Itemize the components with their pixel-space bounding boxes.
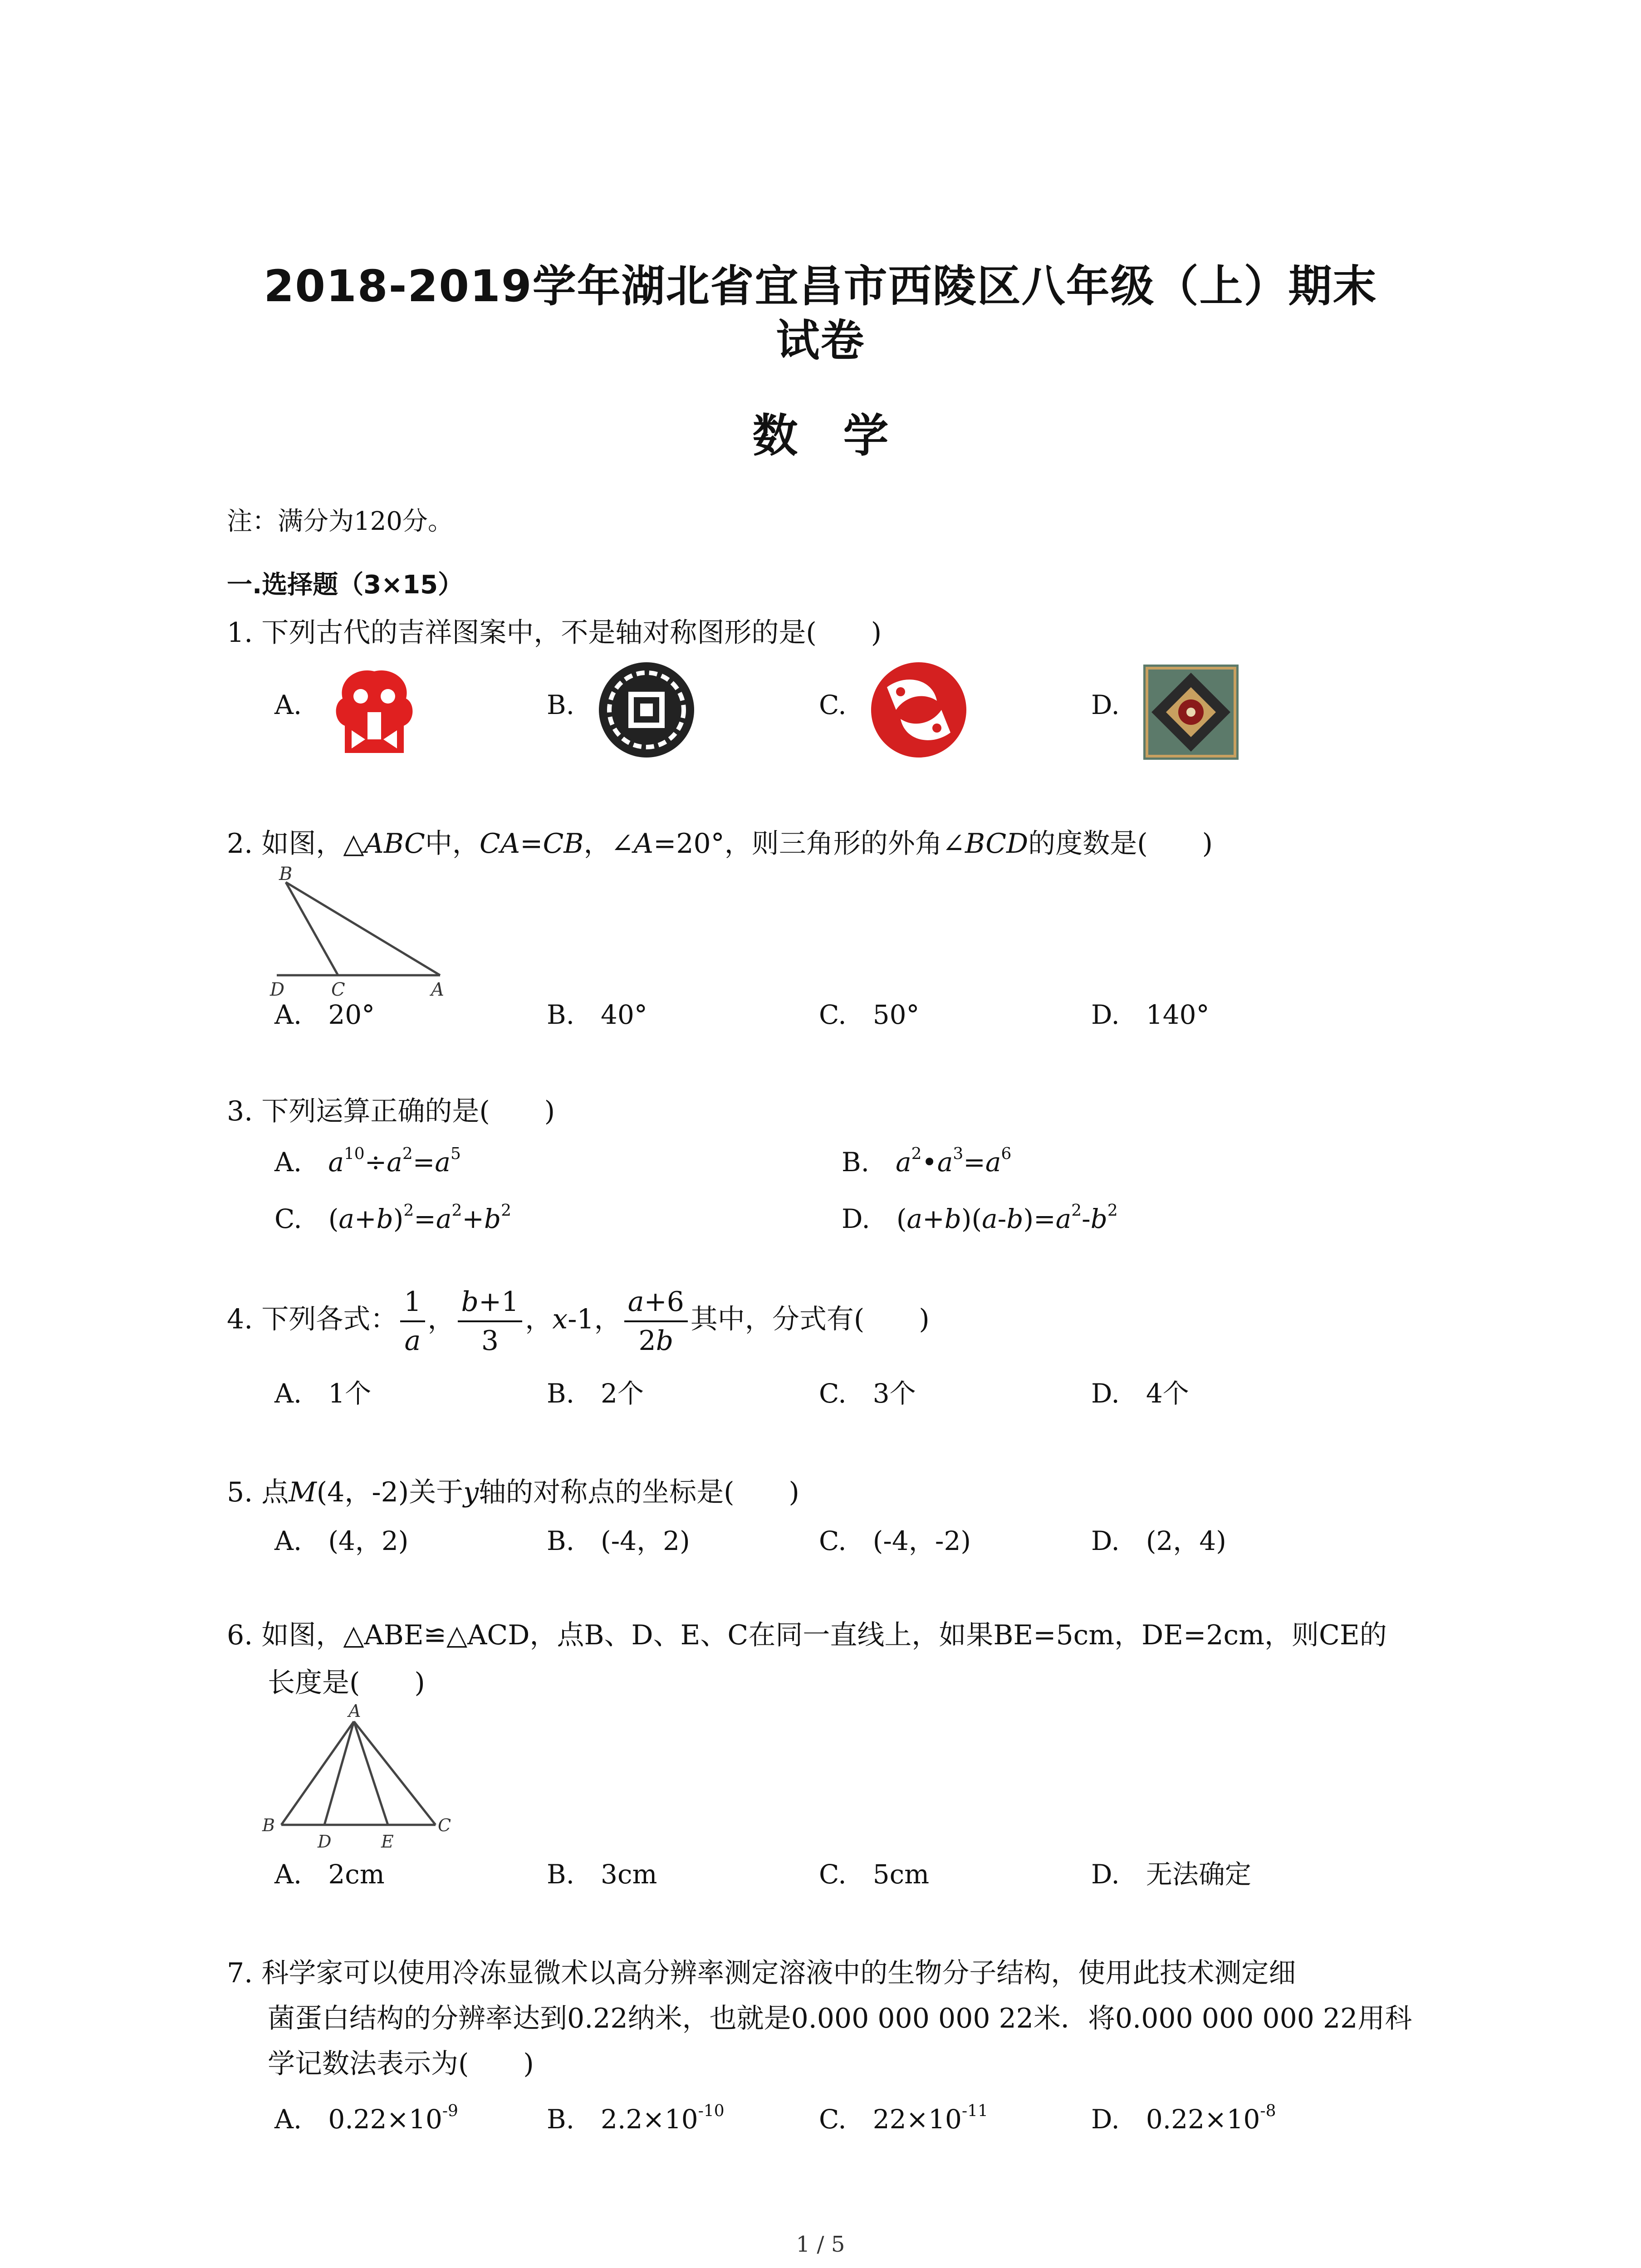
fraction-1: $\frac{1}{a}$	[400, 1286, 425, 1357]
q3-option-a: A. $a^{10}\div a^2=a^5$	[274, 1144, 461, 1178]
q1-option-b-image	[597, 660, 696, 760]
question-2-stem: 2. 如图，△ABC中，CA=CB，∠A=20°，则三角形的外角∠BCD的度数是( )	[227, 828, 1213, 860]
q6-option-c: C. 5cm	[819, 1859, 930, 1890]
label-c: C	[438, 1815, 451, 1835]
q4-option-c: C. 3个	[819, 1378, 916, 1409]
question-7-line3: 学记数法表示为( )	[268, 2048, 534, 2080]
q5-option-b: B. (-4，2)	[547, 1525, 690, 1556]
q3-option-b: B. $a^2•a^3=a^6$	[842, 1144, 1012, 1178]
q6-option-a: A. 2cm	[274, 1859, 385, 1890]
page-title-line1: 2018-2019学年湖北省宜昌市西陵区八年级（上）期末	[264, 261, 1377, 312]
q6-option-b: B. 3cm	[547, 1859, 657, 1890]
q4-option-b: B. 2个	[547, 1378, 644, 1409]
q6-triangle-figure	[259, 1703, 458, 1853]
q3-option-c: C. $(a+b)^2=a^2+b^2$	[274, 1201, 511, 1234]
q1-option-a-image	[324, 662, 424, 762]
q3-option-d: D. $(a+b)(a-b)=a^2-b^2$	[842, 1201, 1118, 1234]
question-3-stem: 3. 下列运算正确的是( )	[227, 1095, 555, 1127]
subject-heading: 数学	[752, 409, 934, 462]
section-heading: 一.选择题（3×15）	[227, 570, 464, 600]
q7-option-c: C. $22\times 10^{-11}$	[819, 2102, 988, 2135]
q2-option-a: A. 20°	[274, 999, 375, 1030]
q2-option-c: C. 50°	[819, 999, 920, 1030]
label-a: A	[348, 1703, 361, 1721]
q7-option-d: D. $0.22\times 10^{-8}$	[1091, 2102, 1276, 2135]
question-7-line1: 7. 科学家可以使用冷冻显微术以高分辨率测定溶液中的生物分子结构，使用此技术测定细	[227, 1957, 1296, 1989]
label-d: D	[318, 1832, 332, 1852]
label-c: C	[331, 979, 345, 1000]
q7-option-a: A. $0.22\times 10^{-9}$	[274, 2102, 458, 2135]
label-a: A	[431, 979, 444, 1000]
question-1-stem: 1. 下列古代的吉祥图案中，不是轴对称图形的是( )	[227, 617, 882, 649]
q5-option-c: C. (-4，-2)	[819, 1525, 971, 1556]
label-e: E	[381, 1832, 394, 1852]
q2-triangle-figure	[263, 864, 454, 1000]
score-note: 注：满分为120分。	[227, 507, 453, 536]
q1-option-b-label: B.	[547, 689, 575, 720]
label-b: B	[279, 864, 293, 885]
question-6-stem-line1: 6. 如图，△ABE≌△ACD，点B、D、E、C在同一直线上，如果BE=5cm，DE=2cm，则CE的	[227, 1619, 1387, 1651]
q4-option-a: A. 1个	[274, 1378, 372, 1409]
label-d: D	[270, 979, 285, 1000]
q5-option-a: A. (4，2)	[274, 1525, 409, 1556]
label-b: B	[262, 1815, 275, 1835]
q1-option-d-label: D.	[1091, 689, 1120, 720]
q2-option-d: D. 140°	[1091, 999, 1210, 1030]
q7-option-b: B. $2.2\times 10^{-10}$	[547, 2102, 725, 2135]
q1-option-c-image	[869, 660, 969, 760]
q5-option-d: D. (2，4)	[1091, 1525, 1226, 1556]
question-7-line2: 菌蛋白结构的分辨率达到0.22纳米，也就是0.000 000 000 22米．将0.000 000 000 22用科	[268, 2003, 1412, 2034]
page-title-line2: 试卷	[776, 315, 865, 366]
q2-option-b: B. 40°	[547, 999, 647, 1030]
q6-option-d: D. 无法确定	[1091, 1859, 1251, 1890]
fraction-3: $\frac{a+6}{2b}$	[624, 1286, 688, 1357]
page-number: 1 / 5	[796, 2232, 845, 2257]
q1-option-d-image	[1143, 665, 1239, 760]
q1-option-c-label: C.	[819, 689, 847, 720]
question-6-stem-line2: 长度是( )	[268, 1667, 425, 1699]
q4-option-d: D. 4个	[1091, 1378, 1189, 1409]
fraction-2: $\frac{b+1}{3}$	[458, 1286, 523, 1357]
question-5-stem: 5. 点M(4，-2)关于y轴的对称点的坐标是( )	[227, 1476, 799, 1508]
q1-option-a-label: A.	[274, 689, 302, 720]
question-4-stem: 4. 下列各式： $\frac{1}{a}$ ， $\frac{b+1}{3}$ ，x-1， $\frac{a+6}{2b}$ 其中，分式有( )	[227, 1286, 930, 1357]
